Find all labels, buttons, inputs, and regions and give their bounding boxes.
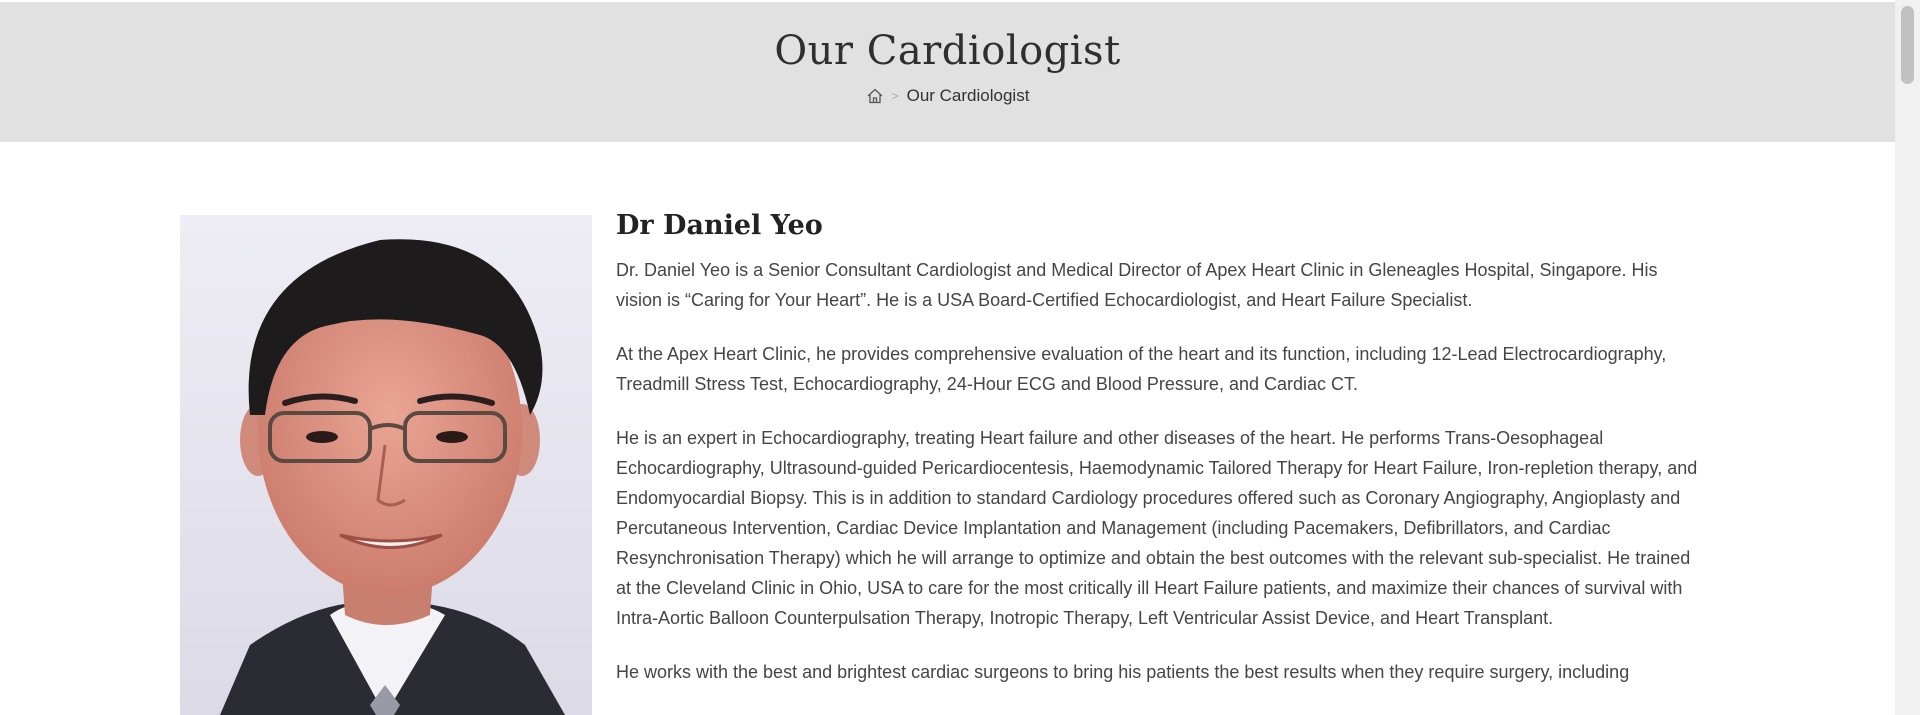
bio-paragraph-4: He works with the best and brightest cardiac surgeons to bring his patients the best results when they require surgery, including: [616, 662, 1630, 682]
home-icon[interactable]: [866, 87, 884, 105]
doctor-photo: [180, 215, 592, 715]
page-title: Our Cardiologist: [774, 28, 1121, 74]
breadcrumb: [0, 86, 1895, 106]
bio-paragraph-2: At the Apex Heart Clinic, he provides comprehensive evaluation of the heart and its function, including 12-Lead Electrocardiography, Treadmill Stress Test, Echocardiography, 24-Hour ECG and Blood Pressure, and Cardiac CT.: [616, 344, 1667, 394]
breadcrumb-separator: >: [891, 89, 899, 103]
bio-paragraph-1: Dr. Daniel Yeo is a Senior Consultant Cardiologist and Medical Director of Apex Heart Clinic in Gleneagles Hospital, Singapore. His vision is “Caring for Your Heart”. He is a USA Board-Certified Echocardiologist, and Heart Failure Specialist.: [616, 260, 1658, 310]
vertical-scrollbar[interactable]: [1895, 0, 1920, 715]
breadcrumb-current: Our Cardiologist: [906, 86, 1030, 105]
doctor-name: Dr Daniel Yeo: [616, 210, 823, 241]
doctor-profile: [616, 210, 1706, 711]
page-header: [0, 2, 1895, 142]
bio-paragraph-3: He is an expert in Echocardiography, treating Heart failure and other diseases of the heart. He performs Trans-Oesophageal Echocardiography, Ultrasound-guided Pericardiocentesis, Haemodynamic Tailored Therapy for Heart Failure, Iron-repletion therapy, and Endomyocardial Biopsy. This is in addition to standard Cardiology procedures offered such as Coronary Angiography, Angioplasty and Percutaneous Intervention, Cardiac Device Implantation and Management (including Pacemakers, Defibrillators, and Cardiac Resynchronisation Therapy) which he will arrange to optimize and obtain the best outcomes with the relevant sub-specialist. He trained at the Cleveland Clinic in Ohio, USA to care for the most critically ill Heart Failure patients, and maximize their chances of survival with Intra-Aortic Balloon Counterpulsation Therapy, Inotropic Therapy, Left Ventricular Assist Device, and Heart Transplant.: [616, 428, 1698, 628]
scrollbar-thumb[interactable]: [1901, 6, 1914, 84]
